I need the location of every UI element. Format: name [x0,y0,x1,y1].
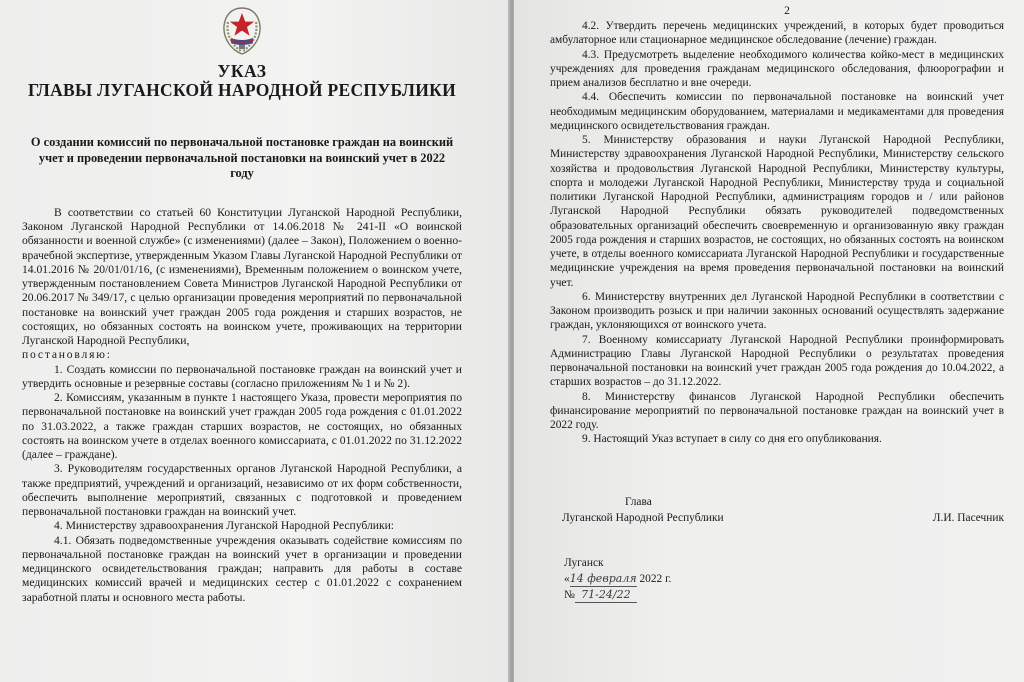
item-5: 5. Министерству образования и науки Луганской Народной Республики, Министерству здравоохранения Луганской Народной Республики, Министерству сельского хозяйства и продовольствия Луганской Народной Республики, Министерству культуры, спорта и молодежи Луганской Народной Республики, Министерству труда и социальной политики Луганской Народной Республики, администрациям городов и / или районов Луганской Народной Республики обязать руководителей подведомственных образовательных организаций обеспечить своевременную и организованную явку граждан 2005 года рождения и старших возрастов, не состоящих, но обязанных состоять на воинском учете, в отделы военного комиссариата Луганской Народной Республики и государственные медицинские учреждения на время проведения первоначальной постановки на воинский учет. [550,134,1004,289]
signatory-name: Л.И. Пасечник [932,511,1004,524]
item-4-3: 4.3. Предусмотреть выделение необходимого количества койко-мест в медицинских учреждениях для проведения гражданам медицинского обследования, флюорографии и прием анализов бесплатно и вне очереди. [550,48,1004,89]
item-7: 7. Военному комиссариату Луганской Народной Республики проинформировать Администрацию Главы Луганской Народной Республики о результатах проведения первоначальной постановки на воинский учет граждан 2005 года рождения до 10.04.2022, а старших возрастов – до 31.12.2022. [550,333,1004,389]
republic-emblem-icon [219,6,265,56]
decree-number: № 71-24/22 [564,587,1004,603]
item-4: 4. Министерству здравоохранения Луганской Народной Республики: [54,519,395,533]
item-3: 3. Руководителям государственных органов Луганской Народной Республики, а также предприятий, учреждений и организаций, независимо от их форм собственности, обеспечить выполнение мероприятий, связанных с подготовкой и проведением первоначальной постановки граждан на воинский учет. [22,462,462,519]
issue-date: «14 февраля 2022 г. [564,571,672,585]
decree-word: постановляю: [22,348,112,362]
signatory-organization: Луганской Народной Республики [562,511,724,524]
page-1 [0,0,510,682]
place-date-number [550,556,1004,603]
signatory-position: Глава [625,495,652,508]
page-number: 2 [784,5,790,17]
issue-place: Луганск [564,556,604,569]
item-2: 2. Комиссиям, указанным в пункте 1 настоящего Указа, провести мероприятия по первоначальной постановке на воинский учет граждан 2005 года рождения с 01.01.2022 по 31.03.2022, а также граждан старших возрастов, не состоящих, но обязанных состоять на воинском учете в отделах военного комиссариата, с 01.01.2022 по 31.12.2022 (далее – граждане). [22,391,462,462]
item-4-4: 4.4. Обеспечить комиссии по первоначальной постановке на воинский учет необходимым медицинским оборудованием, материалами и медикаментами для проведения медицинского освидетельствования граждан. [550,91,1004,132]
signature-block [550,496,1004,556]
preamble-paragraph: В соответствии со статьей 60 Конституции Луганской Народной Республики, Законом Луганской Народной Республики от 14.06.2018 № 241-II «О воинской обязанности и военной службе» (с изменениями) (далее – Закон), Положением о военно-врачебной экспертизе, утвержденным Указом Главы Луганской Народной Республики от 14.01.2016 № 20/01/01/16, (с изменениями), Временным положением о воинском учете, утвержденным постановлением Совета Министров Луганской Народной Республики от 20.06.2017 № 349/17, с целью организации проведения мероприятий по первоначальной постановке на воинский учет граждан 2005 года рождения и старших возрастов, не состоящих, но обязанных состоять на воинском учете, проживающих на территории Луганской Народной Республики, [22,205,462,348]
document-type-title: УКАЗ [217,61,267,81]
item-4-2: 4.2. Утвердить перечень медицинских учреждений, в которых будет проводиться амбулаторное или стационарное медицинское обследование (лечение) граждан. [550,20,1004,47]
document-issuer-title: ГЛАВЫ ЛУГАНСКОЙ НАРОДНОЙ РЕСПУБЛИКИ [27,80,457,100]
handwritten-date: 14 февраля [569,571,637,585]
item-4-1: 4.1. Обязать подведомственные учреждения оказывать содействие комиссиям по первоначальной постановке граждан на воинский учет в организации и проведении медицинского освидетельствования граждан; направить для работы в составе медицинских комиссий врачей и медицинских сестер с 01.01.2022 с сохранением заработной платы и основного места работы. [22,533,462,604]
handwritten-number: 71-24/22 [575,587,637,603]
item-9: 9. Настоящий Указ вступает в силу со дня его опубликования. [582,433,882,446]
decree-heading: О создании комиссий по первоначальной постановке граждан на воинский учет и проведении первоначальной постановки на воинский учет в 2022 году [30,135,454,181]
page-2 [514,0,1024,682]
item-6: 6. Министерству внутренних дел Луганской Народной Республики в соответствии с Законом производить розыск и при наличии законных оснований осуществлять задержание граждан, уклоняющихся от воинского учета. [550,290,1004,332]
item-1: 1. Создать комиссии по первоначальной постановке граждан на воинский учет и утвердить основные и резервные составы (согласно приложениям № 1 и № 2). [22,362,462,390]
item-8: 8. Министерству финансов Луганской Народной Республики обеспечить финансирование мероприятий по первоначальной постановке граждан на воинский учет в 2022 году. [550,390,1004,431]
